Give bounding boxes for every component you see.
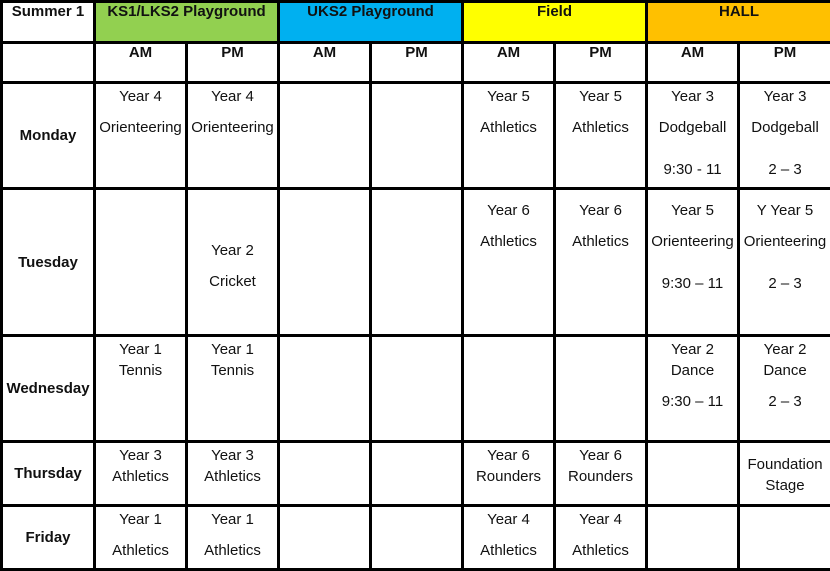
area-hall: HALL	[647, 2, 830, 43]
timetable-cell	[739, 189, 830, 336]
year-group: Y Year 5	[740, 200, 830, 221]
year-group: Year 6	[464, 445, 553, 466]
area-uks2-playground: UKS2 Playground	[279, 2, 463, 43]
timetable-cell	[463, 336, 555, 442]
timetable-cell	[187, 189, 279, 336]
year-group: Year 2	[740, 339, 830, 360]
activity: Orienteering	[740, 231, 830, 252]
timetable-cell	[555, 189, 647, 336]
year-group: Year 1	[188, 509, 277, 530]
session-label: AM	[279, 43, 371, 83]
day-label	[2, 83, 95, 189]
activity: Athletics	[464, 231, 553, 252]
activity: Athletics	[96, 466, 185, 487]
timetable-cell	[555, 336, 647, 442]
timetable-cell	[739, 83, 830, 189]
timetable-cell	[371, 189, 463, 336]
year-group: Year 4	[188, 86, 277, 107]
timetable-cell	[555, 83, 647, 189]
timetable-cell	[279, 442, 371, 506]
activity: Tennis	[188, 360, 277, 381]
activity: Rounders	[556, 466, 645, 487]
timetable-cell	[95, 506, 187, 570]
timetable-cell	[463, 189, 555, 336]
activity: Stage	[740, 475, 830, 496]
timetable-cell	[463, 506, 555, 570]
activity: Athletics	[556, 117, 645, 138]
year-group: Foundation	[740, 454, 830, 475]
activity: Rounders	[464, 466, 553, 487]
timetable-cell	[371, 442, 463, 506]
timetable-cell	[187, 442, 279, 506]
area-ks1-lks2-playground: KS1/LKS2 Playground	[95, 2, 279, 43]
day-name: Wednesday	[3, 380, 93, 397]
activity: Athletics	[556, 231, 645, 252]
activity: Athletics	[188, 540, 277, 561]
activity: Athletics	[556, 540, 645, 561]
activity: Dodgeball	[648, 117, 737, 138]
session-label: PM	[187, 43, 279, 83]
timetable-cell	[555, 442, 647, 506]
day-label	[2, 442, 95, 506]
session-label: AM	[95, 43, 187, 83]
term-title: Summer 1	[2, 2, 95, 43]
day-row-thursday	[2, 442, 830, 506]
timetable-cell	[95, 189, 187, 336]
year-group: Year 6	[556, 445, 645, 466]
year-group: Year 6	[464, 200, 553, 221]
activity: Athletics	[464, 540, 553, 561]
year-group: Year 1	[96, 339, 185, 360]
activity: Tennis	[96, 360, 185, 381]
timetable-cell	[371, 506, 463, 570]
timetable-cell	[187, 506, 279, 570]
timetable-cell	[279, 83, 371, 189]
day-name: Friday	[3, 529, 93, 546]
year-group: Year 5	[464, 86, 553, 107]
timetable-cell	[647, 442, 739, 506]
time-slot: 2 – 3	[740, 159, 830, 180]
day-label	[2, 189, 95, 336]
session-label: PM	[739, 43, 830, 83]
session-label: PM	[371, 43, 463, 83]
timetable-cell	[279, 506, 371, 570]
timetable-cell	[279, 189, 371, 336]
day-rows	[2, 83, 830, 570]
activity: Orienteering	[648, 231, 737, 252]
timetable-cell	[647, 506, 739, 570]
activity: Dance	[648, 360, 737, 381]
session-label: AM	[463, 43, 555, 83]
activity: Orienteering	[96, 117, 185, 138]
year-group: Year 5	[556, 86, 645, 107]
timetable-cell	[187, 83, 279, 189]
year-group: Year 3	[188, 445, 277, 466]
day-name: Monday	[3, 127, 93, 144]
day-label	[2, 336, 95, 442]
timetable-cell	[371, 83, 463, 189]
time-slot: 9:30 – 11	[648, 273, 737, 294]
year-group: Year 4	[96, 86, 185, 107]
activity: Cricket	[188, 271, 277, 292]
year-group: Year 5	[648, 200, 737, 221]
year-group: Year 1	[188, 339, 277, 360]
day-row-tuesday	[2, 189, 830, 336]
day-name: Tuesday	[3, 254, 93, 271]
year-group: Year 3	[740, 86, 830, 107]
day-label	[2, 506, 95, 570]
year-group: Year 6	[556, 200, 645, 221]
timetable-cell	[739, 442, 830, 506]
year-group: Year 2	[648, 339, 737, 360]
activity: Athletics	[96, 540, 185, 561]
timetable-cell	[739, 336, 830, 442]
area-header-row	[2, 2, 830, 43]
time-slot: 2 – 3	[740, 391, 830, 412]
timetable-cell	[95, 442, 187, 506]
time-slot: 9:30 - 11	[648, 159, 737, 180]
year-group: Year 2	[188, 240, 277, 261]
activity: Orienteering	[188, 117, 277, 138]
year-group: Year 3	[648, 86, 737, 107]
area-field: Field	[463, 2, 647, 43]
timetable-cell	[463, 83, 555, 189]
activity: Athletics	[188, 466, 277, 487]
activity: Athletics	[464, 117, 553, 138]
activity: Dodgeball	[740, 117, 830, 138]
session-header-row	[2, 43, 830, 83]
year-group: Year 1	[96, 509, 185, 530]
day-row-friday	[2, 506, 830, 570]
time-slot: 9:30 – 11	[648, 391, 737, 412]
timetable-cell	[371, 336, 463, 442]
timetable-cell	[463, 442, 555, 506]
timetable-cell	[647, 336, 739, 442]
activity: Dance	[740, 360, 830, 381]
timetable-cell	[647, 83, 739, 189]
timetable-cell	[95, 83, 187, 189]
time-slot: 2 – 3	[740, 273, 830, 294]
session-label: PM	[555, 43, 647, 83]
day-name: Thursday	[3, 465, 93, 482]
day-row-wednesday	[2, 336, 830, 442]
timetable-cell	[739, 506, 830, 570]
timetable-cell	[647, 189, 739, 336]
day-row-monday	[2, 83, 830, 189]
year-group: Year 4	[556, 509, 645, 530]
session-label: AM	[647, 43, 739, 83]
corner-cell	[2, 43, 95, 83]
timetable-cell	[187, 336, 279, 442]
year-group: Year 4	[464, 509, 553, 530]
year-group: Year 3	[96, 445, 185, 466]
timetable-cell	[279, 336, 371, 442]
timetable-cell	[555, 506, 647, 570]
timetable-cell	[95, 336, 187, 442]
